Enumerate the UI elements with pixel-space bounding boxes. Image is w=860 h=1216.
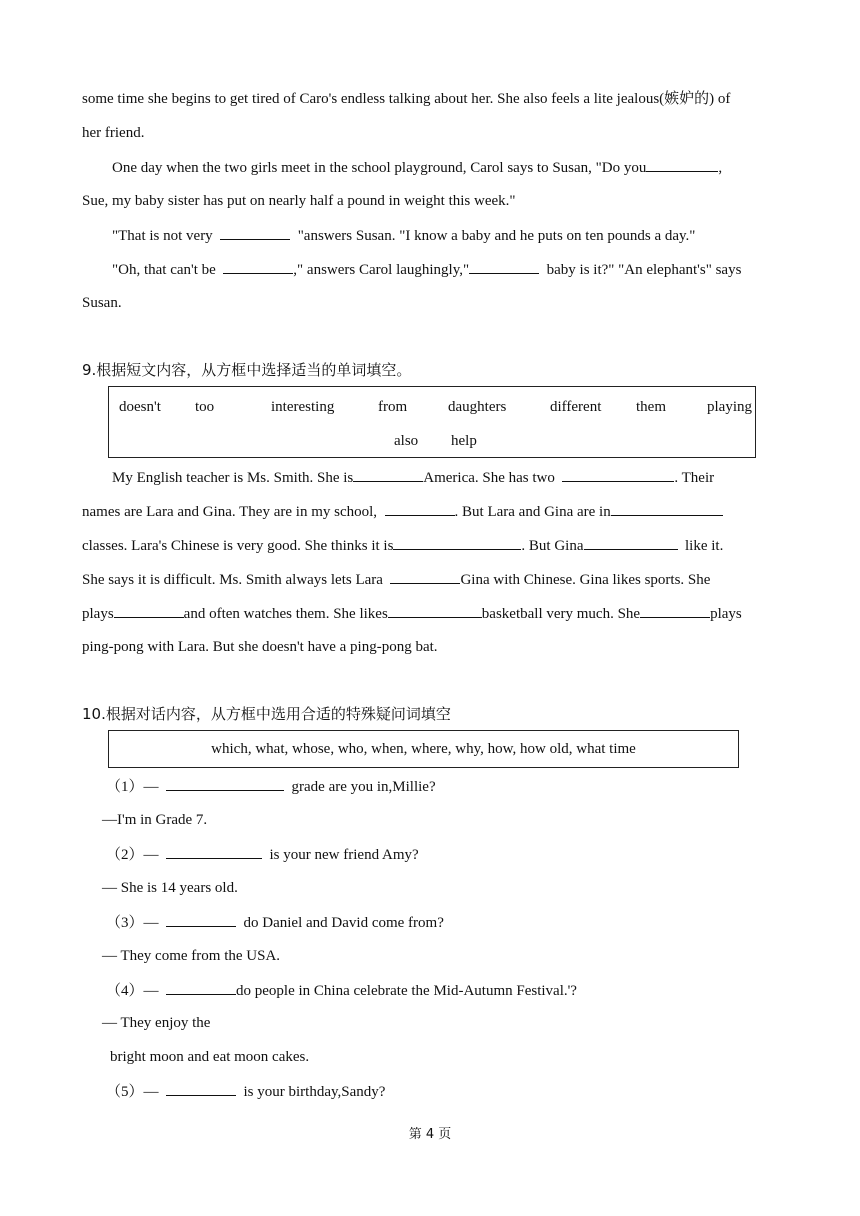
word-box-item: help <box>451 433 477 449</box>
text: "answers Susan. "I know a baby and he puts on ten pounds a day." <box>297 228 696 244</box>
text: Sue, my baby sister has put on nearly half a pound in weight this week." <box>82 193 516 209</box>
blank[interactable] <box>223 259 293 274</box>
passage-line <box>112 467 714 488</box>
text: She says it is difficult. Ms. Smith always lets Lara <box>82 572 383 588</box>
text: do people in China celebrate the Mid-Autumn Festival.'? <box>236 983 577 999</box>
word-box-item: too <box>195 399 215 415</box>
text: plays <box>710 606 742 622</box>
word-box-item: from <box>378 399 408 415</box>
word-box-item: doesn't <box>119 399 161 415</box>
answer-line: —I'm in Grade 7. <box>102 812 208 828</box>
passage-line <box>82 293 122 313</box>
passage-line <box>82 603 742 624</box>
text: "That is not very <box>112 228 213 244</box>
text: My English teacher is Ms. Smith. She is <box>112 470 354 486</box>
text: basketball very much. She <box>481 606 641 622</box>
passage-line <box>112 225 695 246</box>
text: （4）— <box>106 983 159 999</box>
text: baby is it?" "An elephant's" says <box>546 262 742 278</box>
answer-line: — She is 14 years old. <box>102 880 238 896</box>
answer-line: — They come from the USA. <box>102 948 281 964</box>
word-box-item: daughters <box>448 399 507 415</box>
page-number: 第 4 页 <box>408 1127 452 1142</box>
text: plays <box>82 606 114 622</box>
question-item <box>106 776 436 797</box>
text: America. She has two <box>423 470 555 486</box>
passage-line <box>82 535 723 556</box>
blank[interactable] <box>353 467 423 482</box>
question-item <box>106 1081 385 1102</box>
text: is your birthday,Sandy? <box>243 1084 386 1100</box>
word-box-item: different <box>550 399 602 415</box>
text: "Oh, that can't be <box>112 262 216 278</box>
blank[interactable] <box>166 1081 236 1096</box>
text: like it. <box>685 538 724 554</box>
question-10-heading: 10.根据对话内容，从方框中选用合适的特殊疑问词填空 <box>82 705 451 723</box>
text: . Their <box>674 470 715 486</box>
blank[interactable] <box>393 535 521 550</box>
passage-line <box>82 637 438 657</box>
text: （1）— <box>106 779 159 795</box>
text: Gina with Chinese. Gina likes sports. She <box>460 572 711 588</box>
word-box-item: also <box>394 433 419 449</box>
blank[interactable] <box>166 776 284 791</box>
text: her friend. <box>82 125 145 141</box>
word-box-item: interesting <box>271 399 335 415</box>
blank[interactable] <box>584 535 678 550</box>
blank[interactable] <box>388 603 482 618</box>
text: some time she begins to get tired of Caro's endless talking about her. She also feels a lite jealous(嫉妒的) of <box>82 91 731 107</box>
blank[interactable] <box>562 467 674 482</box>
word-box-item: them <box>636 399 666 415</box>
text: classes. Lara's Chinese is very good. She thinks it is <box>82 538 394 554</box>
question-9-heading: 9.根据短文内容，从方框中选择适当的单词填空。 <box>82 361 412 379</box>
text: . But Gina <box>521 538 584 554</box>
text: ," answers Carol laughingly," <box>293 262 470 278</box>
blank[interactable] <box>611 501 723 516</box>
passage-line <box>112 157 722 178</box>
blank[interactable] <box>385 501 455 516</box>
question-item <box>106 980 577 1001</box>
blank[interactable] <box>640 603 710 618</box>
text: do Daniel and David come from? <box>243 915 444 931</box>
passage-line <box>82 569 710 590</box>
passage-line <box>112 259 741 280</box>
text: . But Lara and Gina are in <box>454 504 611 520</box>
question-item <box>106 844 419 865</box>
text: is your new friend Amy? <box>269 847 419 863</box>
answer-line: bright moon and eat moon cakes. <box>110 1049 310 1065</box>
text: （3）— <box>106 915 159 931</box>
blank[interactable] <box>166 980 236 995</box>
text: grade are you in,Millie? <box>291 779 436 795</box>
blank[interactable] <box>166 844 262 859</box>
question-item <box>106 912 444 933</box>
blank[interactable] <box>646 157 718 172</box>
word-box-item: playing <box>707 399 752 415</box>
text: and often watches them. She likes <box>183 606 388 622</box>
text: （2）— <box>106 847 159 863</box>
text: names are Lara and Gina. They are in my school, <box>82 504 378 520</box>
word-box <box>108 730 739 768</box>
blank[interactable] <box>390 569 460 584</box>
blank[interactable] <box>166 912 236 927</box>
text: （5）— <box>106 1084 159 1100</box>
passage-line <box>82 501 723 522</box>
passage-line <box>82 123 144 143</box>
blank[interactable] <box>469 259 539 274</box>
word-box-text: which, what, whose, who, when, where, why, how, how old, what time <box>211 741 636 757</box>
text: Susan. <box>82 295 122 311</box>
text: , <box>718 160 723 176</box>
text: One day when the two girls meet in the school playground, Carol says to Susan, "Do you <box>112 160 647 176</box>
blank[interactable] <box>220 225 290 240</box>
text: ping-pong with Lara. But she doesn't have a ping-pong bat. <box>82 639 438 655</box>
word-box <box>108 386 756 458</box>
blank[interactable] <box>114 603 184 618</box>
passage-line <box>82 191 516 211</box>
passage-line <box>82 89 730 109</box>
answer-line: — They enjoy the <box>102 1015 211 1031</box>
